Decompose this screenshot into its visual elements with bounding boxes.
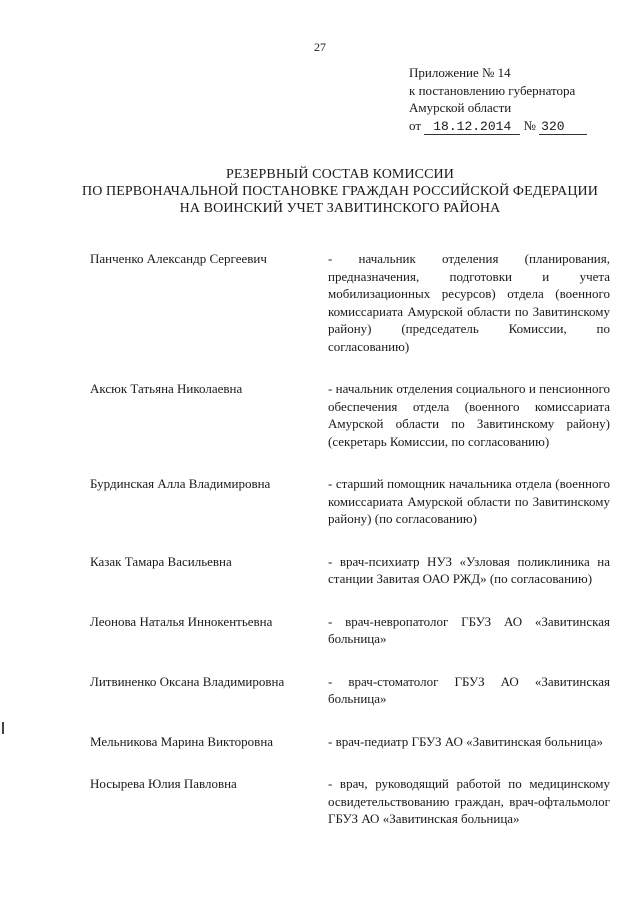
member-name: Казак Тамара Васильевна	[90, 553, 232, 569]
member-name: Леонова Наталья Иннокентьевна	[90, 613, 273, 629]
member-name: Носырева Юлия Павловна	[90, 776, 237, 791]
appendix-region: Амурской области	[409, 100, 512, 115]
member-row	[90, 613, 610, 648]
title-line-2: ПО ПЕРВОНАЧАЛЬНОЙ ПОСТАНОВКЕ ГРАЖДАН РОССИЙСКОЙ ФЕДЕРАЦИИ	[82, 184, 598, 199]
members-list	[90, 250, 610, 828]
title-line-3: НА ВОИНСКИЙ УЧЕТ ЗАВИТИНСКОГО РАЙОНА	[179, 201, 501, 216]
member-row	[90, 775, 610, 828]
appendix-block	[409, 64, 587, 135]
title-line-1: РЕЗЕРВНЫЙ СОСТАВ КОМИССИИ	[226, 167, 454, 182]
member-role: - старший помощник начальника отдела (военного комиссариата Амурской области по Завитинскому району) (по согласованию)	[328, 476, 610, 526]
appendix-date-line	[409, 117, 587, 135]
member-role: - врач, руководящий работой по медицинскому освидетельствованию граждан, врач-офтальмолог ГБУЗ АО «Завитинская больница»	[328, 776, 610, 826]
date-prefix: от	[409, 117, 422, 133]
member-name: Панченко Александр Сергеевич	[90, 251, 267, 266]
member-role: - начальник отделения (планирования, предназначения, подготовки и учета мобилизационных ресурсов) отдела (военного комиссариата Амурской области по Завитинскому району) (председатель Комиссии, по согласованию)	[328, 251, 610, 354]
member-role: - врач-педиатр ГБУЗ АО «Завитинская больница»	[328, 733, 604, 749]
number-prefix: №	[523, 117, 536, 133]
member-row	[90, 250, 610, 355]
member-role: - врач-невропатолог ГБУЗ АО «Завитинская больница»	[328, 613, 610, 646]
member-role: - начальник отделения социального и пенсионного обеспечения отдела (военного комиссариата Амурской области по Завитинскому району) (секретарь Комиссии, по согласованию)	[328, 381, 610, 449]
member-row	[90, 733, 610, 751]
member-row	[90, 553, 610, 588]
member-row	[90, 673, 610, 708]
member-name: Аксюк Татьяна Николаевна	[90, 381, 243, 396]
member-name: Бурдинская Алла Владимировна	[90, 476, 271, 491]
member-name: Литвиненко Оксана Владимировна	[90, 673, 285, 689]
member-role: - врач-психиатр НУЗ «Узловая поликлиника на станции Завитая ОАО РЖД» (по согласованию)	[328, 553, 610, 586]
page-number: 27	[314, 40, 326, 54]
member-row	[90, 475, 610, 528]
decree-date: 18.12.2014	[424, 119, 520, 135]
member-name: Мельникова Марина Викторовна	[90, 733, 274, 749]
member-row	[90, 380, 610, 450]
document-title	[60, 166, 620, 217]
margin-mark	[2, 722, 4, 734]
appendix-title: Приложение № 14	[409, 65, 511, 80]
decree-number: 320	[539, 119, 587, 135]
member-role: - врач-стоматолог ГБУЗ АО «Завитинская больница»	[328, 673, 610, 706]
appendix-decree-ref: к постановлению губернатора	[409, 82, 576, 98]
